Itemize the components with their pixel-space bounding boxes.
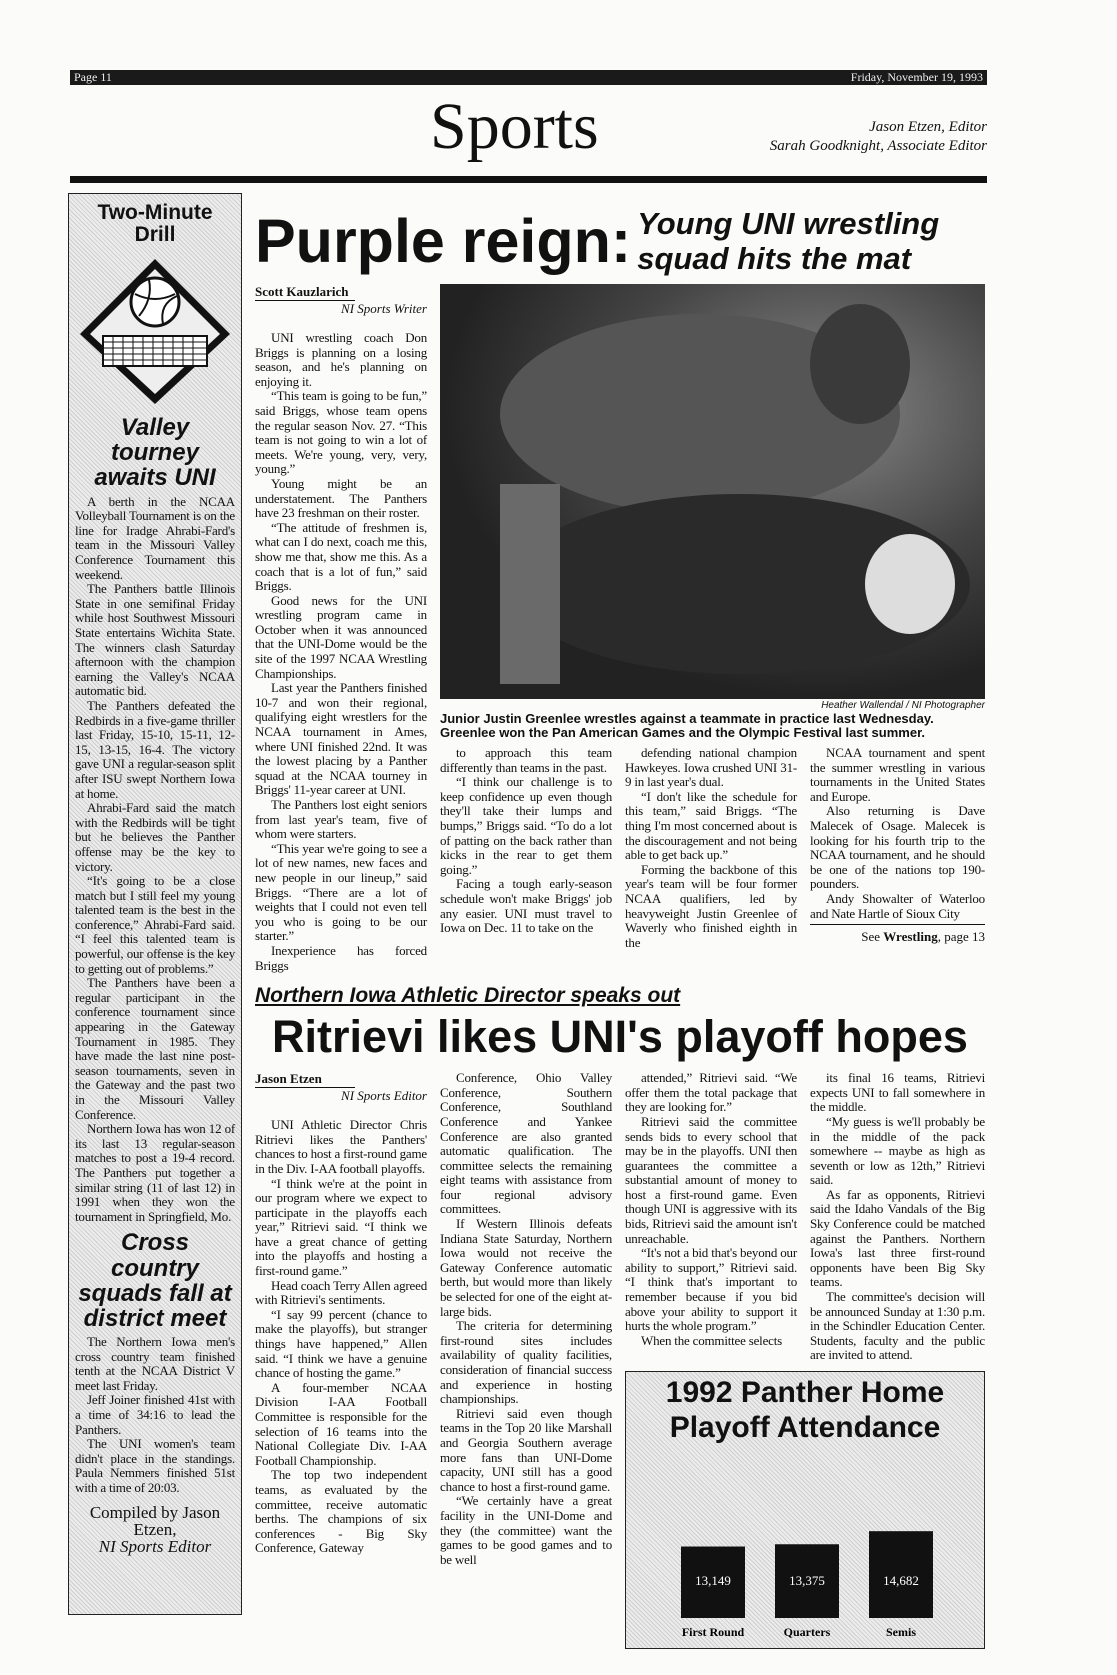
paragraph: Ahrabi-Fard said the match with the Redbirds will be tight but he believes the Panther offense may be the key to victory. — [75, 800, 235, 874]
chart-plot — [626, 1448, 983, 1648]
wrestling-column-4-wrap — [810, 746, 985, 945]
paragraph: When the committee selects — [641, 1332, 782, 1348]
byline-role: NI Sports Writer — [341, 301, 427, 316]
paragraph: UNI wrestling coach Don Briggs is planning on a losing season, and he's planning on enjoying it. — [255, 330, 427, 389]
paragraph: The Panthers defeated the Redbirds in a five-game thriller last Friday, 15-10, 15-11, 12-15, 13-15, 16-4. The victory gave UNI a regular-season split after ISU swept Northern Iowa at home. — [75, 697, 235, 801]
bar-value-label: 13,375 — [789, 1573, 825, 1588]
jump-link[interactable]: Wrestling — [883, 929, 938, 945]
wrestling-column-1 — [255, 331, 427, 973]
paragraph: Conference, Ohio Valley Conference, Southern Conference, Southland Conference and Yankee Conference are also granted automatic qualification. The committee selects the remaining eight teams with assistance from four regional advisory committees. — [440, 1070, 612, 1217]
wrestling-lower-columns — [440, 746, 985, 950]
header-rule — [70, 176, 987, 183]
page-number: Page 11 — [74, 70, 112, 84]
paragraph: defending national champion Hawkeyes. Iowa crushed UNI 31-9 in last year's dual. — [625, 745, 797, 790]
bar-value-label: 13,149 — [695, 1573, 731, 1588]
two-minute-drill-sidebar — [68, 193, 242, 1615]
headline-sub-1: Young UNI wrestling — [637, 206, 940, 241]
byline-name: Jason Etzen — [255, 1071, 355, 1088]
paragraph: Forming the backbone of this year's team will be four former NCAA qualifiers, led by heavyweight Justin Greenlee of Waverly who finished eighth in the — [625, 861, 797, 950]
football-headline: Ritrievi likes UNI's playoff hopes — [272, 1011, 968, 1063]
paragraph: NCAA tournament and spent the summer wrestling in various tournaments in the United States and Europe. — [810, 745, 985, 804]
headline-main: Purple reign: — [255, 207, 632, 275]
associate-editor: Sarah Goodknight, Associate Editor — [769, 138, 987, 154]
paragraph: “My guess is we'll probably be in the middle of the pack somewhere -- maybe as high as seventh or low as 12th,” Ritrievi said. — [810, 1113, 985, 1188]
paragraph: UNI Athletic Director Chris Ritrievi likes the Panthers' chances to host a first-round game in the Div. I-AA football playoffs. — [255, 1117, 427, 1176]
football-right — [625, 1071, 985, 1649]
paragraph: its final 16 teams, Ritrievi expects UNI to fall somewhere in the middle. — [810, 1070, 985, 1115]
paragraph: Last year the Panthers finished 10-7 and won their regional, qualifying eight wrestlers for the NCAA tournament in Ames, where UNI finished 22nd. It was the lowest placing by a Panther squad at the NCAA tourney in Briggs' 11-year career at UNI. — [255, 680, 427, 798]
paragraph: Young might be an understatement. The Panthers have 23 freshman on their roster. — [255, 475, 427, 521]
paragraph: attended,” Ritrievi said. “We offer them the total package that they are looking for.” — [625, 1070, 797, 1115]
paragraph: to approach this team differently than teams in the past. — [440, 745, 612, 775]
paragraph: Inexperience has forced Briggs — [255, 942, 427, 973]
football-kicker: Northern Iowa Athletic Director speaks out — [255, 984, 681, 1008]
paragraph: “It's not a bid that's beyond our ability to support,” Ritrievi said. “I think that's important to remember because if you bid above your ability to support it hurts the whole program.” — [625, 1245, 797, 1334]
category-label: First Round — [681, 1625, 745, 1639]
paragraph: “I think we're at the point in our program where we expect to participate in the playoffs each year,” Ritrievi said. “I think we have a great chance of getting into the playoffs and hosting a first-round game.” — [255, 1175, 427, 1279]
paragraph: Head coach Terry Allen agreed with Ritrievi's sentiments. — [255, 1277, 427, 1308]
paragraph: The committee's decision will be announced Sunday at 1:30 p.m. in the Schindler Education Center. Students, faculty and the public are invited to attend. — [810, 1289, 985, 1363]
paragraph: “The attitude of freshmen is, what can I do next, coach me this, show me that, show me this. As a coach that is a lot of fun,” said Briggs. — [255, 519, 427, 594]
wrestlers-image-icon — [440, 284, 985, 699]
photo-credit: Heather Wallendal / NI Photographer — [821, 700, 985, 711]
headline-sub — [637, 206, 939, 276]
wrestling-headline — [255, 198, 985, 284]
issue-date: Friday, November 19, 1993 — [850, 70, 983, 84]
paragraph: If Western Illinois defeats Indiana State Saturday, Northern Iowa would not receive the Gateway Conference automatic berth, but would more than likely be selected for one of the eight at-large bids. — [440, 1216, 612, 1319]
sidebar-title: Two-Minute Drill — [97, 201, 213, 247]
football-right-columns — [625, 1071, 985, 1363]
sidebar-story2-body — [75, 1335, 235, 1496]
paragraph: Facing a tough early-season schedule won't make Briggs' job any easier. UNI must travel to Iowa on Dec. 11 to take on the — [440, 876, 612, 936]
section-title: Sports — [430, 90, 599, 163]
page-header-bar — [70, 70, 987, 85]
paragraph: Jeff Joiner finished 41st with a time of 34:16 to lead the Panthers. — [75, 1392, 235, 1437]
paragraph: “We certainly have a great facility in the UNI-Dome and they (the committee) want the games to be good games and to be well — [440, 1493, 612, 1567]
football-body — [255, 1071, 985, 1649]
paragraph: A four-member NCAA Division I-AA Football Committee is responsible for the selection of 16 teams into the National Collegiate Div. I-AA Football Championship. — [255, 1379, 427, 1468]
editors — [770, 118, 987, 156]
editor: Jason Etzen, Editor — [869, 119, 987, 135]
football-column-3 — [625, 1071, 797, 1348]
wrestling-column-2 — [440, 746, 612, 936]
photo-caption: Junior Justin Greenlee wrestles against a teammate in practice last Wednesday. Greenlee won the Pan American Games and the Olympic Festival last summer. — [440, 711, 934, 740]
sidebar-story1-headline: Valley tourney awaits UNI — [94, 414, 216, 492]
paragraph: Andy Showalter of Waterloo and Nate Hartle of Sioux City — [810, 890, 985, 921]
football-column-4 — [810, 1071, 985, 1363]
paragraph: “It's going to be a close match but I still feel my young talented team is the best in the conference,” Ahrabi-Fard said. “I feel this talented team is powerful, our offense is the key to getting out of problems.” — [75, 873, 235, 976]
jump-prefix: See — [861, 929, 884, 945]
bar-value-label: 14,682 — [883, 1573, 919, 1588]
paragraph: Also returning is Dave Malecek of Osage. Malecek is looking for his fourth trip to the NCAA tournament, and he should be one of the nations top 190-pounders. — [810, 803, 985, 892]
headline-sub-2: squad hits the mat — [637, 241, 912, 276]
paragraph: The top two independent teams, as evaluated by the committee, receive automatic berths. The champions of six conferences - Big Sky Conference, Gateway — [255, 1467, 427, 1556]
football-column-2 — [440, 1071, 612, 1567]
wrestling-photo — [440, 284, 985, 699]
category-label: Quarters — [783, 1625, 831, 1639]
sidebar-story2-headline: Cross country squads fall at district meet — [78, 1229, 232, 1332]
paragraph: “I say 99 percent (chance to make the playoffs), but stranger things have happened,” Allen said. “I think we have a genuine chance of hosting the game.” — [255, 1306, 427, 1381]
paragraph: The Northern Iowa men's cross country team finished tenth at the NCAA District V meet last Friday. — [75, 1334, 235, 1393]
wrestling-column-4 — [810, 746, 985, 921]
paragraph: The Panthers have been a regular participant in the conference tournament since appearing in the Gateway Tournament in 1985. They have made the last nine post-season tournaments, seven in the Gateway and the past two in the Missouri Valley Conference. — [75, 975, 235, 1122]
paragraph: “I don't like the schedule for this team,” said Briggs. “The thing I'm most concerned about is the discouragement and not being able to get back up.” — [625, 788, 797, 863]
credit-role: NI Sports Editor — [98, 1536, 212, 1556]
attendance-chart — [625, 1371, 985, 1649]
category-label: Semis — [886, 1625, 916, 1639]
wrestling-column-1-wrap — [255, 284, 427, 973]
paragraph: Good news for the UNI wrestling program came in October when it was announced that the UNI-Dome would be the site of the 1997 NCAA Wrestling Championships. — [255, 592, 427, 681]
main-content — [255, 198, 985, 1649]
paragraph: A berth in the NCAA Volleyball Tournament is on the line for Iradge Ahrabi-Fard's team in the Missouri Valley Conference Tournament this weekend. — [75, 493, 235, 582]
chart-title: 1992 Panther Home Playoff Attendance — [665, 1376, 945, 1444]
paragraph: Ritrievi said the committee sends bids to every school that may be in the playoffs. UNI then guarantees the committee a substantial amount of money to host a first-round game. Even though UNI is aggressive with its bids, Ritrievi said the amount isn't unreachable. — [625, 1113, 797, 1246]
paragraph: The UNI women's team didn't place in the standings. Paula Nemmers finished 51st with a time of 20:03. — [75, 1436, 235, 1496]
paragraph: The Panthers battle Illinois State in one semifinal Friday while host Southwest Missouri State entertains Wichita State. The winners clash Saturday afternoon with the champion earning the Valley's NCAA automatic bid. — [75, 581, 235, 699]
paragraph: As far as opponents, Ritrievi said the Idaho Vandals of the Big Sky Conference could be matched against the Panthers. Northern Iowa's last three first-round opponents have been Big Sky teams. — [810, 1186, 985, 1290]
paragraph: “This year we're going to see a lot of new names, new faces and new people in our lineup,” said Briggs. “There are a lot of weights that I could not even tell you who is going to be our starter.” — [255, 840, 427, 944]
byline-name: Scott Kauzlarich — [255, 284, 355, 301]
sidebar-story1-body — [75, 495, 235, 1225]
volleyball-logo-icon — [75, 254, 235, 404]
paragraph: The Panthers lost eight seniors from last year's team, five of whom were starters. — [255, 797, 427, 842]
wrestling-body — [255, 284, 985, 973]
paragraph: “I think our challenge is to keep confidence up even though they'll take their lumps and bumps,” Briggs said. “To do a lot of patting on the back rather than kicks in the rear to get them going.” — [440, 774, 612, 877]
football-column-1-wrap — [255, 1071, 427, 1556]
paragraph: The criteria for determining first-round sites includes availability of quality facilities, consideration of financial success and experience in hosting championships. — [440, 1318, 612, 1407]
sidebar-credit — [75, 1504, 235, 1555]
jump-page: , page 13 — [937, 929, 985, 945]
wrestling-column-3 — [625, 746, 797, 950]
paragraph: Ritrievi said even though teams in the Top 20 like Marshall and Georgia Southern average more fans than UNI-Dome capacity, UNI still has a good chance to host a first-round game. — [440, 1405, 612, 1494]
paragraph: Northern Iowa has won 12 of its last 13 regular-season matches to post a 19-4 record. The Panthers put together a similar string (11 of last 12) in 1991 when they won the tournament in Springfield, Mo. — [75, 1121, 235, 1224]
wrestling-right — [440, 284, 985, 950]
credit-name: Compiled by Jason Etzen, — [89, 1502, 221, 1539]
jump-line[interactable] — [810, 924, 985, 945]
football-column-1 — [255, 1118, 427, 1556]
paragraph: “This team is going to be fun,” said Briggs, whose team opens the regular season Nov. 27. “This team is not going to win a lot of meets. We're young, very, very, young.” — [255, 388, 427, 477]
byline-role: NI Sports Editor — [341, 1088, 427, 1104]
